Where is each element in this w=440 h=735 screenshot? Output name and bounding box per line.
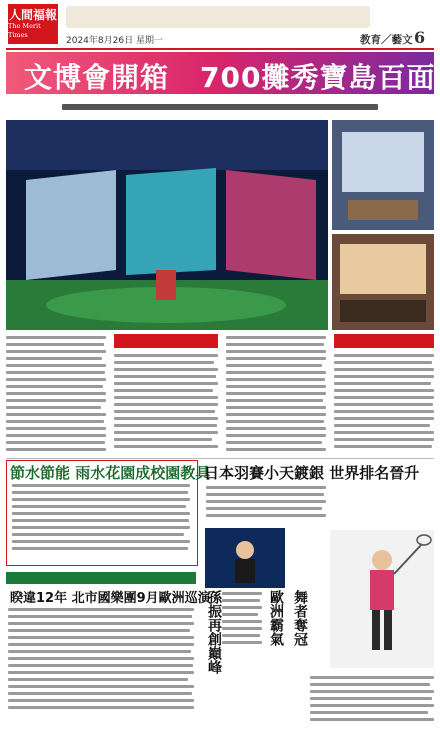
photo-badminton-player[interactable] xyxy=(205,528,285,588)
text-line-placeholder xyxy=(114,375,216,378)
text-line-placeholder xyxy=(8,692,192,695)
story-right-body-bottom xyxy=(310,676,434,725)
text-line-placeholder xyxy=(334,354,434,357)
text-line-placeholder xyxy=(226,399,323,402)
text-line-placeholder xyxy=(222,627,262,630)
text-line-placeholder xyxy=(114,403,218,406)
story-right-vertical-head-1[interactable]: 孫振再創巔峰 xyxy=(206,590,222,674)
text-line-placeholder xyxy=(310,683,430,686)
text-line-placeholder xyxy=(6,357,102,360)
text-line-placeholder xyxy=(206,486,326,489)
text-line-placeholder xyxy=(206,514,326,517)
text-line-placeholder xyxy=(226,336,326,339)
text-line-placeholder xyxy=(6,336,106,339)
text-line-placeholder xyxy=(226,434,326,437)
date-line: 2024年8月26日 星期一 xyxy=(66,36,163,46)
text-line-placeholder xyxy=(6,350,106,353)
text-line-placeholder xyxy=(114,438,212,441)
text-line-placeholder xyxy=(334,382,431,385)
text-line-placeholder xyxy=(12,498,190,501)
text-line-placeholder xyxy=(114,368,218,371)
expo-hall-illustration xyxy=(6,120,328,330)
text-line-placeholder xyxy=(12,484,190,487)
text-line-placeholder xyxy=(114,389,213,392)
text-line-placeholder xyxy=(310,676,434,679)
text-line-placeholder xyxy=(310,711,428,714)
text-line-placeholder xyxy=(310,690,434,693)
text-line-placeholder xyxy=(8,643,194,646)
text-line-placeholder xyxy=(226,420,324,423)
text-line-placeholder xyxy=(334,403,433,406)
text-line-placeholder xyxy=(8,615,192,618)
text-line-placeholder xyxy=(222,613,258,616)
text-line-placeholder xyxy=(114,417,218,420)
text-line-placeholder xyxy=(226,385,326,388)
text-line-placeholder xyxy=(6,406,101,409)
text-line-placeholder xyxy=(226,378,325,381)
text-line-placeholder xyxy=(8,636,194,639)
section-label: 教育／藝文 xyxy=(360,34,413,46)
booth-illustration xyxy=(332,234,434,330)
text-line-placeholder xyxy=(334,396,434,399)
text-line-placeholder xyxy=(310,718,434,721)
text-line-placeholder xyxy=(206,493,324,496)
exhibit-illustration xyxy=(332,120,434,230)
story-right-vertical-head-3[interactable]: 舞者奪冠 xyxy=(292,590,308,646)
text-line-placeholder xyxy=(310,704,434,707)
text-line-placeholder xyxy=(12,505,186,508)
text-line-placeholder xyxy=(114,445,218,448)
newspaper-logo[interactable] xyxy=(8,4,58,44)
text-line-placeholder xyxy=(6,427,106,430)
lead-headline-part2[interactable]: 700攤秀寶島百面 xyxy=(200,61,436,94)
text-line-placeholder xyxy=(6,399,106,402)
text-line-placeholder xyxy=(226,350,326,353)
text-line-placeholder xyxy=(206,507,322,510)
text-line-placeholder xyxy=(8,678,188,681)
text-line-placeholder xyxy=(334,438,434,441)
text-line-placeholder xyxy=(8,657,194,660)
text-line-placeholder xyxy=(334,417,434,420)
text-line-placeholder xyxy=(6,378,106,381)
text-line-placeholder xyxy=(6,364,106,367)
text-line-placeholder xyxy=(114,354,218,357)
text-line-placeholder xyxy=(334,389,434,392)
text-line-placeholder xyxy=(12,547,188,550)
story-bottom-left-bar xyxy=(6,572,196,584)
masthead-rule xyxy=(6,48,434,50)
text-line-placeholder xyxy=(222,641,262,644)
section-divider xyxy=(6,458,434,459)
photo-exhibit-display[interactable] xyxy=(332,120,434,230)
lead-headline-part1[interactable]: 文博會開箱 xyxy=(24,61,170,94)
text-line-placeholder xyxy=(114,424,217,427)
page-number: 6 xyxy=(414,28,426,47)
text-line-placeholder xyxy=(226,392,326,395)
text-line-placeholder xyxy=(12,533,184,536)
text-line-placeholder xyxy=(334,431,434,434)
lead-article-col-2 xyxy=(114,336,218,452)
text-line-placeholder xyxy=(8,699,194,702)
logo-cn: 人間福報 xyxy=(8,8,57,22)
photo-badminton-action[interactable] xyxy=(330,530,434,668)
lead-article-col-3 xyxy=(226,336,326,455)
text-line-placeholder xyxy=(6,441,105,444)
text-line-placeholder xyxy=(114,396,218,399)
lead-subhead-bar-2 xyxy=(334,334,434,348)
text-line-placeholder xyxy=(6,371,105,374)
lead-article-col-1 xyxy=(6,336,106,455)
text-line-placeholder xyxy=(12,526,190,529)
story-bottom-left-headline[interactable]: 睽違12年 北市國樂團9月歐洲巡演 xyxy=(10,591,211,606)
text-line-placeholder xyxy=(226,364,322,367)
text-line-placeholder xyxy=(310,697,432,700)
lead-photo-expo-hall[interactable] xyxy=(6,120,328,330)
badminton-action-illustration xyxy=(330,530,434,668)
slogan-band xyxy=(66,6,370,28)
text-line-placeholder xyxy=(222,620,262,623)
text-line-placeholder xyxy=(206,500,326,503)
text-line-placeholder xyxy=(226,406,326,409)
logo-en: The Merit Times xyxy=(8,22,41,39)
text-line-placeholder xyxy=(226,343,324,346)
text-line-placeholder xyxy=(334,424,430,427)
text-line-placeholder xyxy=(334,410,434,413)
story-right-body-mid xyxy=(222,592,262,648)
text-line-placeholder xyxy=(222,634,260,637)
text-line-placeholder xyxy=(334,361,432,364)
text-line-placeholder xyxy=(6,434,106,437)
text-line-placeholder xyxy=(226,413,326,416)
text-line-placeholder xyxy=(8,608,194,611)
text-line-placeholder xyxy=(6,413,106,416)
text-line-placeholder xyxy=(222,599,260,602)
text-line-placeholder xyxy=(6,385,103,388)
text-line-placeholder xyxy=(12,540,190,543)
text-line-placeholder xyxy=(226,448,326,451)
text-line-placeholder xyxy=(114,382,218,385)
story-right-vertical-head-2[interactable]: 歐洲霸氣 xyxy=(268,590,284,646)
text-line-placeholder xyxy=(114,431,218,434)
text-line-placeholder xyxy=(6,420,104,423)
text-line-placeholder xyxy=(226,441,322,444)
lead-subhead-bar-1 xyxy=(114,334,218,348)
text-line-placeholder xyxy=(114,361,214,364)
story-right-body-top xyxy=(206,486,326,521)
text-line-placeholder xyxy=(226,427,326,430)
text-line-placeholder xyxy=(8,706,194,709)
text-line-placeholder xyxy=(114,410,215,413)
text-line-placeholder xyxy=(334,375,434,378)
text-line-placeholder xyxy=(6,448,106,451)
text-line-placeholder xyxy=(226,357,326,360)
text-line-placeholder xyxy=(6,392,106,395)
text-line-placeholder xyxy=(334,368,434,371)
lead-subhead-placeholder xyxy=(6,96,434,118)
photo-exhibit-booth[interactable] xyxy=(332,234,434,330)
text-line-placeholder xyxy=(8,622,194,625)
text-line-placeholder xyxy=(6,343,104,346)
text-line-placeholder xyxy=(8,685,194,688)
text-line-placeholder xyxy=(8,664,193,667)
text-line-placeholder xyxy=(8,650,191,653)
story-left-headline[interactable]: 節水節能 雨水花園成校園教具 xyxy=(10,464,211,482)
badminton-illustration xyxy=(205,528,285,588)
text-line-placeholder xyxy=(12,519,189,522)
text-line-placeholder xyxy=(222,606,262,609)
text-line-placeholder xyxy=(334,445,432,448)
text-line-placeholder xyxy=(12,512,190,515)
text-line-placeholder xyxy=(226,371,326,374)
text-line-placeholder xyxy=(222,592,262,595)
text-line-placeholder xyxy=(8,629,190,632)
text-line-placeholder xyxy=(12,491,188,494)
subhead-placeholder-line xyxy=(62,104,378,110)
lead-article-col-4 xyxy=(334,336,434,452)
story-bottom-left-body xyxy=(8,608,194,713)
text-line-placeholder xyxy=(8,671,194,674)
story-right-headline[interactable]: 日本羽賽小天鍍銀 世界排名晉升 xyxy=(204,464,420,482)
story-left-body xyxy=(12,484,190,554)
